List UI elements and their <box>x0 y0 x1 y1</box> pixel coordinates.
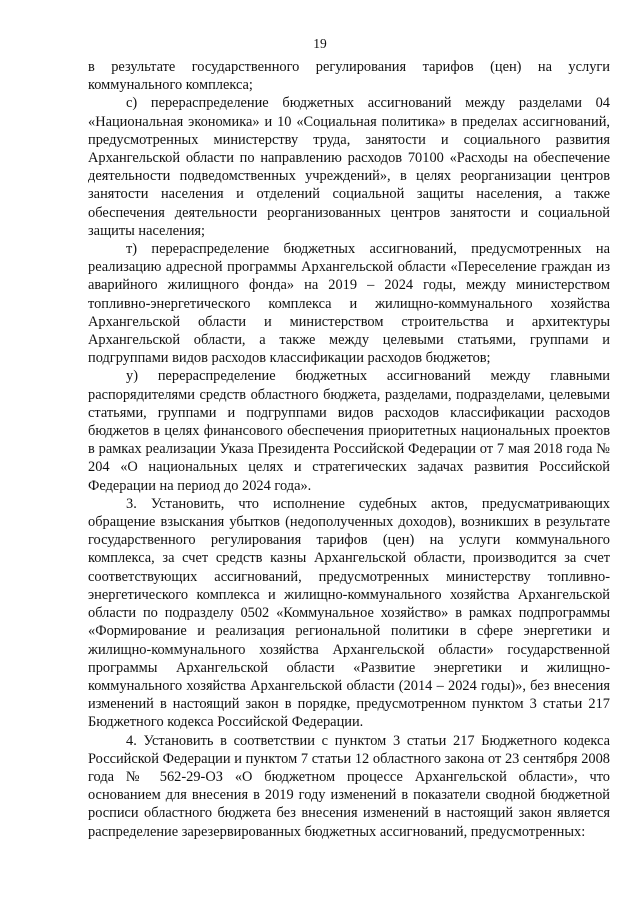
paragraph-clause-3: 3. Установить, что исполнение судебных актов, предусматривающих обращение взыскания убытков (недополученных доходов), возникших в результате государственного регулирования тарифов (цен) на услуги коммунального комплекса, за счет средств казны Архангельской области, производится за счет соответствующих ассигнований, предусмотренных министерству топливно-энергетического комплекса и жилищно-коммунального хозяйства Архангельской области по подразделу 0502 «Коммунальное хозяйство» в рамках подпрограммы «Формирование и реализация региональной политики в сфере энергетики и жилищно-коммунального хозяйства Архангельской области» государственной программы Архангельской области «Развитие энергетики и жилищно-коммунального хозяйства Архангельской области (2014 – 2024 годы)», без внесения изменений в настоящий закон в порядке, предусмотренном пунктом 3 статьи 217 Бюджетного кодекса Российской Федерации. <box>88 495 610 731</box>
paragraph-clause-4: 4. Установить в соответствии с пунктом 3 статьи 217 Бюджетного кодекса Российской Федерации и пунктом 7 статьи 12 областного закона от 23 сентября 2008 года № 562-29-ОЗ «О бюджетном процессе Архангельской области», что основанием для внесения в 2019 году изменений в показатели сводной бюджетной росписи областного бюджета без внесения изменений в настоящий закон является распределение зарезервированных бюджетных ассигнований, предусмотренных: <box>88 732 610 840</box>
document-body <box>88 58 610 841</box>
page-number: 19 <box>313 36 327 51</box>
paragraph-continuation: в результате государственного регулирования тарифов (цен) на услуги коммунального комплекса; <box>88 59 610 94</box>
paragraph-item-u: у) перераспределение бюджетных ассигнований между главными распорядителями средств областного бюджета, разделами, подразделами, целевыми статьями, группами и подгруппами видов расходов классификации расходов бюджетов в целях финансового обеспечения приоритетных национальных проектов в рамках реализации Указа Президента Российской Федерации от 7 мая 2018 года № 204 «О национальных целях и стратегических задачах развития Российской Федерации на период до 2024 года». <box>88 368 610 494</box>
paragraph-item-s: с) перераспределение бюджетных ассигнований между разделами 04 «Национальная экономика» и 10 «Социальная политика» в пределах ассигнований, предусмотренных министерству труда, занятости и социального развития Архангельской области по направлению расходов 70100 «Расходы на обеспечение деятельности подведомственных учреждений», в целях реорганизации центров занятости населения и отделений социальной защиты населения, а также обеспечения деятельности реорганизованных центров занятости и социальной защиты населения; <box>88 95 610 239</box>
paragraph-item-t: т) перераспределение бюджетных ассигнований, предусмотренных на реализацию адресной программы Архангельской области «Переселение граждан из аварийного жилищного фонда» на 2019 – 2024 годы, между министерством топливно-энергетического комплекса и жилищно-коммунального хозяйства Архангельской области и министерством строительства и архитектуры Архангельской области, а также между целевыми статьями, группами и подгруппами видов расходов классификации расходов бюджетов; <box>88 241 610 367</box>
